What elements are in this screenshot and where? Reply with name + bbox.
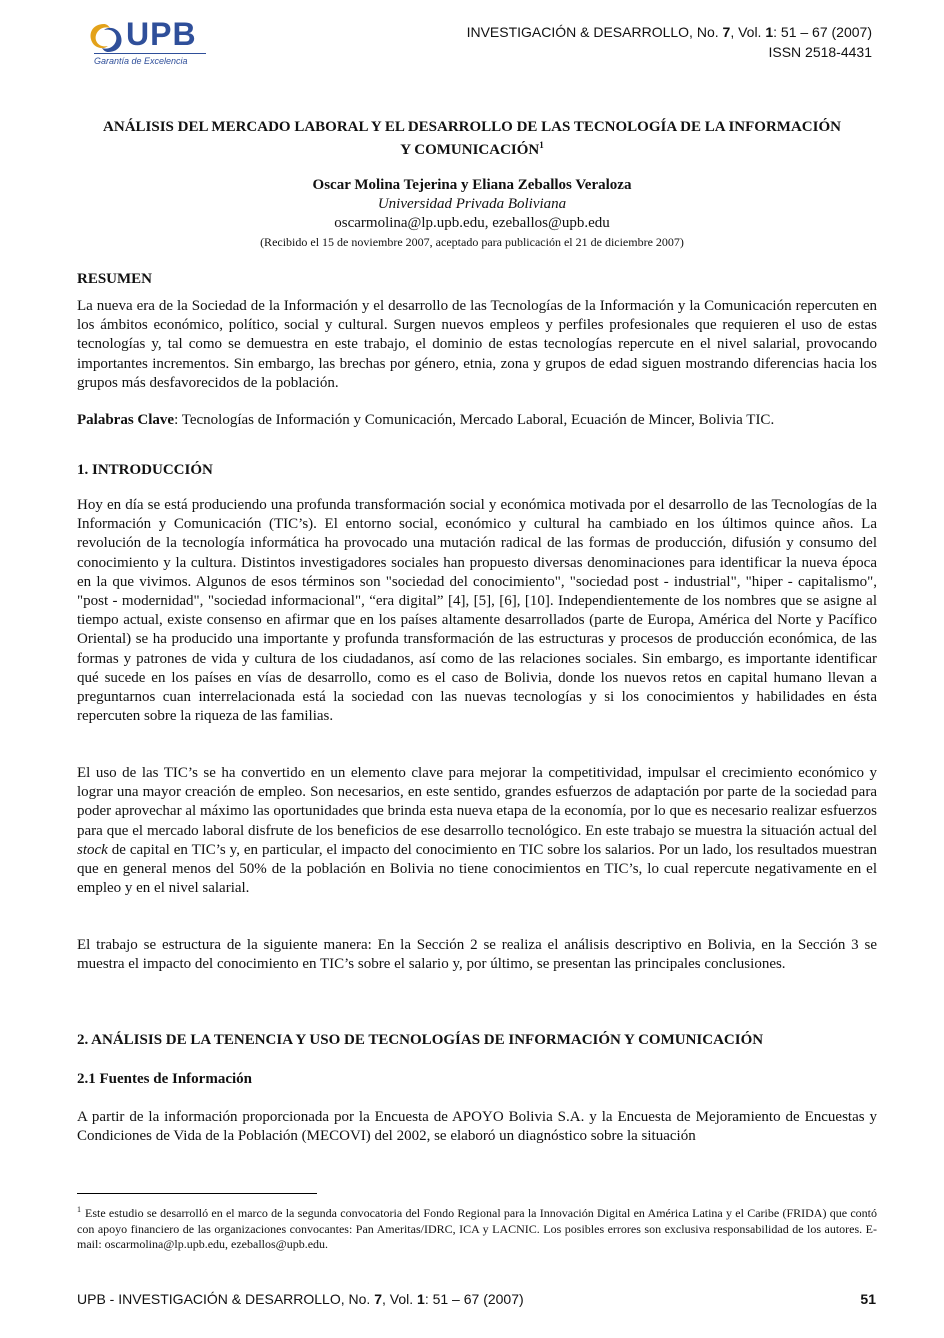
stock-emphasis: stock xyxy=(77,841,108,858)
section-2-heading: 2. ANÁLISIS DE LA TENENCIA Y USO DE TECNOLOGÍAS DE INFORMACIÓN Y COMUNICACIÓN xyxy=(77,1032,764,1048)
abstract-text: La nueva era de la Sociedad de la Información y el desarrollo de las Tecnologías de la Información y la Comunicación repercuten en los ámbitos económico, político, social y cultural. Surgen nuevos empleos y perfiles profesionales que requieren el uso de estas tecnologías y, tal como se demuestra en este trabajo, el dominio de estas tecnologías repercute en el nivel salarial, provocando importantes incrementos. Sin embargo, las brechas por género, etnia, zona y grupos de edad siguen mostrando diferencias hacia los grupos más desfavorecidos de la población. xyxy=(77,298,877,391)
logo-text: UPB xyxy=(126,16,197,52)
footnote-text: Este estudio se desarrolló en el marco de la segunda convocatoria del Fondo Regional para la Innovación Digital en América Latina y el Caribe (FRIDA) que contó con apoyo financiero de las organizaciones convocantes: Pan Ameritas/IDRC, ICA y LACNIC. Los posibles errores son exclusiva responsabilidad de los autores. E-mail: oscarmolina@lp.upb.edu, ezeballos@upb.edu. xyxy=(77,1206,877,1251)
journal-header xyxy=(467,22,872,62)
upb-logo xyxy=(86,18,216,70)
section-1-heading: 1. INTRODUCCIÓN xyxy=(77,462,213,478)
keywords xyxy=(77,411,877,430)
author-block xyxy=(76,176,868,252)
author-names: Oscar Molina Tejerina y Eliana Zeballos Veraloza xyxy=(312,177,632,193)
keywords-label: Palabras Clave xyxy=(77,412,175,428)
title-footnote-mark: 1 xyxy=(539,140,544,150)
keywords-list: : Tecnologías de Información y Comunicación, Mercado Laboral, Ecuación de Mincer, Bolivia TIC. xyxy=(174,412,775,428)
section-2-paragraph-1: A partir de la información proporcionada por la Encuesta de APOYO Bolivia S.A. y la Encuesta de Mejoramiento de Encuestas y Condiciones de Vida de la Población (MECOVI) del 2002, se elaboró un diagnóstico sobre la situación xyxy=(77,1109,877,1145)
journal-citation: INVESTIGACIÓN & DESARROLLO, No. 7, Vol. 1: 51 – 67 (2007) xyxy=(466,24,872,40)
author-emails: oscarmolina@lp.upb.edu, ezeballos@upb.edu xyxy=(334,215,610,231)
intro-paragraph-1: Hoy en día se está produciendo una profunda transformación social y económica motivada por el desarrollo de las Tecnologías de la Información y Comunicación (TIC’s). El entorno social, económico y cultural ha cambiado en los últimos quince años. La revolución de la tecnología informática ha provocado una mutación radical de las formas de producción, difusión y consumo del conocimiento y la cultura. Distintos investigadores sociales han propuesto diversas denominaciones para identificar la nueva época en la que vivimos. Algunos de esos términos son "sociedad del conocimiento", "sociedad post - industrial", "hiper - capitalismo", "post - modernidad", "sociedad informacional", “era digital” [4], [5], [6], [10]. Independientemente de los nombres que se asigne al tiempo actual, existe consenso en afirmar que en los países altamente desarrollados (parte de Europa, América del Norte y Pacífico Oriental) se ha producido una importante y profunda transformación de las estructuras y procesos de producción económica, de las formas y patrones de vida y cultura de los ciudadanos, así como de las relaciones sociales. Sin embargo, es importante identificar qué sucede en los países en vías de desarrollo, como es el caso de Bolivia, donde los nuevos retos en capital humano llevan a preguntarnos cuan interrelacionada está la sociedad con las nuevas tecnologías y si los conocimientos y habilidades en ésta repercuten sobre la riqueza de las familias. xyxy=(77,497,877,725)
logo-tagline: Garantía de Excelencia xyxy=(94,56,188,66)
affiliation: Universidad Privada Boliviana xyxy=(377,196,567,212)
footer-citation: UPB - INVESTIGACIÓN & DESARROLLO, No. 7, Vol. 1: 51 – 67 (2007) xyxy=(77,1291,524,1307)
footnote-divider xyxy=(77,1193,317,1194)
logo-underline xyxy=(94,53,206,54)
paper-title: ANÁLISIS DEL MERCADO LABORAL Y EL DESARROLLO DE LAS TECNOLOGÍA DE LA INFORMACIÓN Y COMUNICACIÓN$^1$ xyxy=(103,119,841,158)
intro-paragraph-2: El uso de las TIC’s se ha convertido en un elemento clave para mejorar la competitividad, impulsar el crecimiento económico y lograr una mayor creación de empleo. Son necesarios, en este sentido, grandes esfuerzos de adaptación por parte de la sociedad para poder aprovechar al máximo las oportunidades que brinda esta nueva etapa de la economía, por lo que es necesario realizar esfuerzos para que el mercado laboral disfrute de los beneficios de ese desarrollo tecnológico. En este trabajo se muestra la situación actual del stock de capital en TIC’s y, en particular, el impacto del conocimiento en TIC sobre los salarios. Por un lado, los resultados muestran que en general menos del 50% de la población en Bolivia no tiene conocimientos en TIC’s, lo cual repercute negativamente en el empleo y en el nivel salarial. xyxy=(77,765,877,897)
received-dates: (Recibido el 15 de noviembre 2007, aceptado para publicación el 21 de diciembre 2007) xyxy=(260,235,684,249)
intro-paragraph-3: El trabajo se estructura de la siguiente manera: En la Sección 2 se realiza el análisis descriptivo en Bolivia, en la Sección 3 se muestra el impacto del conocimiento en TIC’s sobre el salario y, por último, se presentan las principales conclusiones. xyxy=(77,937,877,973)
issn: ISSN 2518-4431 xyxy=(768,44,872,60)
page-number: 51 xyxy=(860,1291,876,1307)
section-2-1-heading: 2.1 Fuentes de Información xyxy=(77,1071,252,1087)
abstract-heading: RESUMEN xyxy=(77,271,153,287)
footnote xyxy=(77,1202,877,1253)
upb-swirl-icon xyxy=(86,20,126,56)
footnote-mark: 1 xyxy=(77,1205,81,1214)
